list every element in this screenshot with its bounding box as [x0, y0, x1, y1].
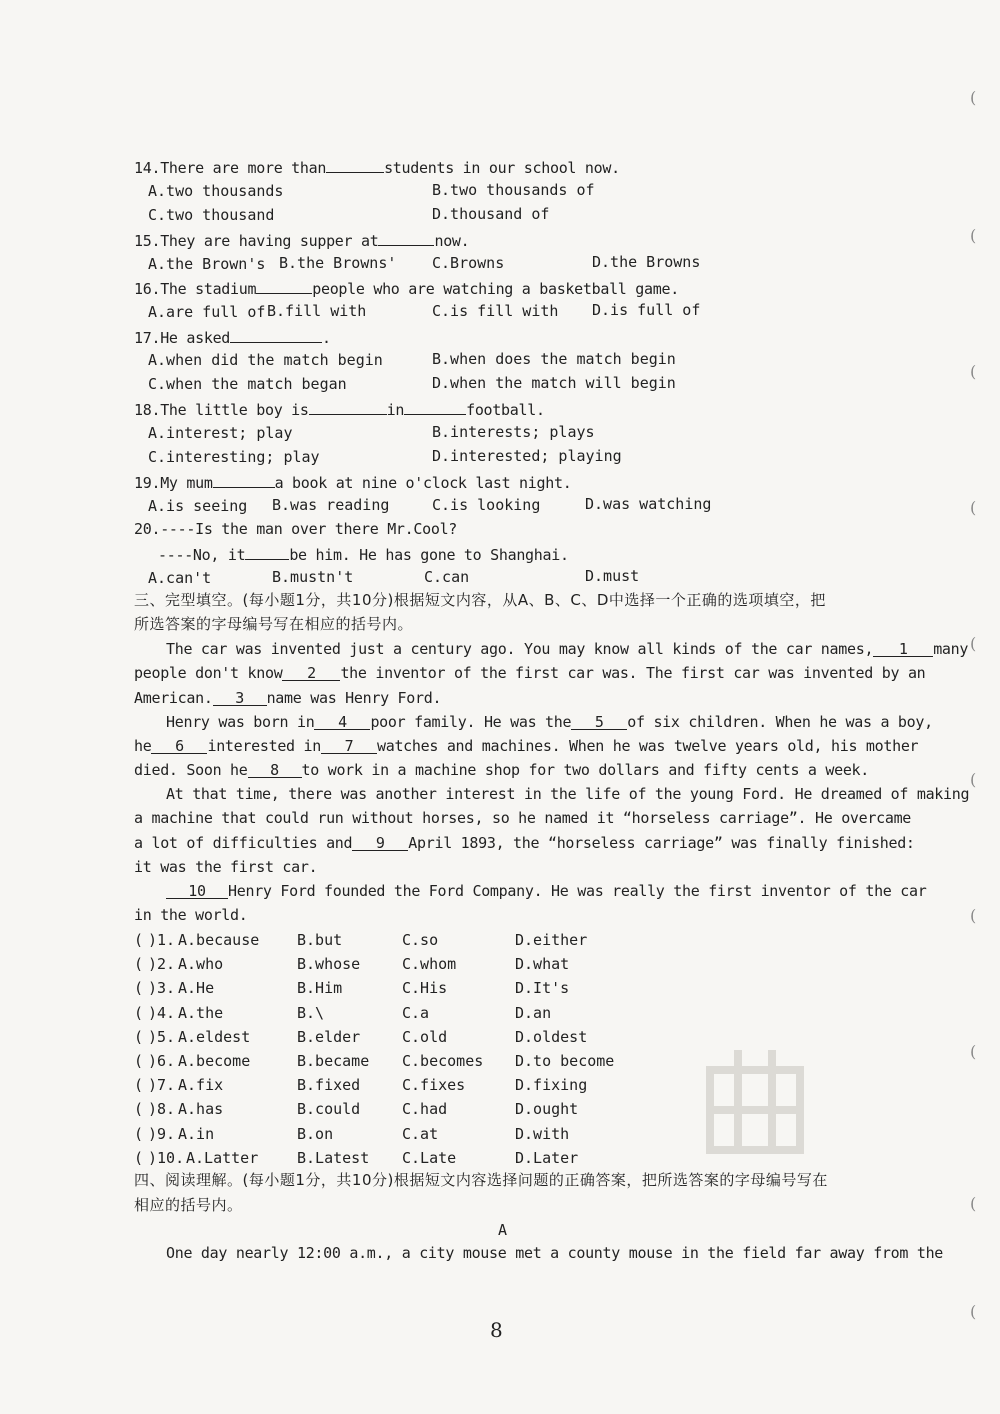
cloze-8-option-d: D.ought	[515, 1100, 579, 1118]
passage-line-12: in the world.	[134, 906, 248, 924]
q14-option-b: B.two thousands of	[432, 181, 595, 199]
question-20-stem-line2: ----No, it be him. He has gone to Shanghai.	[158, 543, 569, 565]
q17-option-c: C.when the match began	[148, 375, 347, 393]
section3-heading-line1: 三、完型填空。(每小题1分，共10分)根据短文内容，从A、B、C、D中选择一个正确的选项填空，把	[134, 591, 826, 609]
cloze-blank-9[interactable]: 9	[352, 834, 408, 851]
q19-option-c: C.is looking	[432, 496, 541, 514]
cloze-1-option-c: C.so	[402, 931, 439, 949]
q14-option-a: A.two thousands	[148, 182, 284, 200]
passage-line-3: American. 3 name was Henry Ford.	[134, 689, 442, 707]
cloze-blank-8[interactable]: 8	[248, 761, 302, 778]
cloze-9-option-d: D.with	[515, 1125, 570, 1143]
page-number: 8	[490, 1318, 503, 1342]
passage-line-8: a machine that could run without horses, so he named it “horseless carriage”. He overcame	[134, 809, 912, 827]
q17-option-a: A.when did the match begin	[148, 351, 383, 369]
answer-paren[interactable]: (	[134, 1100, 144, 1118]
cloze-1-option-b: B.but	[297, 931, 343, 949]
cloze-1-option-d: D.either	[515, 931, 588, 949]
q15-option-b: B.the Browns'	[279, 254, 397, 272]
cloze-question-number: )6.	[148, 1052, 176, 1070]
passage-line-4: Henry was born in 4 poor family. He was the 5 of six children. When he was a boy,	[166, 713, 933, 731]
cloze-9-option-c: C.at	[402, 1125, 439, 1143]
passage-line-1: The car was invented just a century ago. You may know all kinds of the car names, 1 many	[166, 640, 969, 658]
cloze-6-option-c: C.becomes	[402, 1052, 484, 1070]
q14-option-d: D.thousand of	[432, 205, 550, 223]
cloze-10-option-d: D.Later	[515, 1149, 579, 1167]
answer-paren[interactable]: (	[134, 931, 144, 949]
cloze-2-option-a: A.who	[178, 955, 224, 973]
q16-option-d: D.is full of	[592, 301, 701, 319]
q20-option-c: C.can	[424, 568, 470, 586]
passage-line-10: it was the first car.	[134, 858, 318, 876]
binding-mark: (	[970, 498, 977, 517]
binding-mark: (	[970, 226, 977, 245]
question-19-stem: 19.My mum a book at nine o'clock last night.	[134, 471, 571, 493]
answer-blank[interactable]	[213, 471, 275, 488]
cloze-2-option-c: C.whom	[402, 955, 457, 973]
cloze-3-option-d: D.It's	[515, 979, 570, 997]
cloze-7-option-b: B.fixed	[297, 1076, 361, 1094]
cloze-5-option-a: A.eldest	[178, 1028, 251, 1046]
passage-line-5: he 6 interested in 7 watches and machines. When he was twelve years old, his mother	[134, 737, 919, 755]
answer-blank[interactable]	[245, 543, 289, 560]
cloze-blank-10[interactable]: 10	[166, 882, 228, 899]
cloze-question-number: )10.	[148, 1149, 185, 1167]
binding-mark: (	[970, 88, 977, 107]
q20-option-a: A.can't	[148, 569, 212, 587]
answer-paren[interactable]: (	[134, 1125, 144, 1143]
question-20-stem-line1: 20.----Is the man over there Mr.Cool?	[134, 520, 458, 538]
cloze-8-option-a: A.has	[178, 1100, 224, 1118]
cloze-4-option-a: A.the	[178, 1004, 224, 1022]
cloze-8-option-c: C.had	[402, 1100, 448, 1118]
q19-option-b: B.was reading	[272, 496, 390, 514]
cloze-7-option-a: A.fix	[178, 1076, 224, 1094]
question-15-stem: 15.They are having supper at now.	[134, 229, 469, 251]
answer-paren[interactable]: (	[134, 979, 144, 997]
q18-option-c: C.interesting; play	[148, 448, 320, 466]
answer-paren[interactable]: (	[134, 1028, 144, 1046]
cloze-blank-2[interactable]: 2	[282, 664, 340, 681]
cloze-3-option-a: A.He	[178, 979, 215, 997]
cloze-blank-3[interactable]: 3	[213, 689, 267, 706]
q17-option-b: B.when does the match begin	[432, 350, 676, 368]
q20-option-b: B.mustn't	[272, 568, 354, 586]
cloze-3-option-c: C.His	[402, 979, 448, 997]
answer-paren[interactable]: (	[134, 955, 144, 973]
passage-line-6: died. Soon he 8 to work in a machine shop for two dollars and fifty cents a week.	[134, 761, 870, 779]
q15-option-a: A.the Brown's	[148, 255, 266, 273]
cloze-7-option-d: D.fixing	[515, 1076, 588, 1094]
binding-mark: (	[970, 906, 977, 925]
cloze-6-option-d: D.to become	[515, 1052, 615, 1070]
cloze-blank-1[interactable]: 1	[873, 640, 933, 657]
binding-mark: (	[970, 362, 977, 381]
section3-heading-line2: 所选答案的字母编号写在相应的括号内。	[134, 615, 414, 633]
cloze-3-option-b: B.Him	[297, 979, 343, 997]
cloze-4-option-d: D.an	[515, 1004, 552, 1022]
answer-paren[interactable]: (	[134, 1149, 144, 1167]
q15-option-c: C.Browns	[432, 254, 505, 272]
q19-option-a: A.is seeing	[148, 497, 248, 515]
q20-option-d: D.must	[585, 567, 640, 585]
binding-mark: (	[970, 770, 977, 789]
cloze-10-option-c: C.Late	[402, 1149, 457, 1167]
cloze-1-option-a: A.because	[178, 931, 260, 949]
question-16-stem: 16.The stadium people who are watching a basketball game.	[134, 277, 679, 299]
passage-line-9: a lot of difficulties and 9 April 1893, the “horseless carriage” was finally finished:	[134, 834, 915, 852]
cloze-4-option-b: B.\	[297, 1004, 325, 1022]
answer-paren[interactable]: (	[134, 1004, 144, 1022]
cloze-question-number: )5.	[148, 1028, 176, 1046]
cloze-blank-4[interactable]: 4	[314, 713, 370, 730]
q16-option-b: B.fill with	[267, 302, 367, 320]
answer-blank[interactable]	[404, 398, 466, 415]
answer-blank[interactable]	[378, 229, 434, 246]
q18-option-b: B.interests; plays	[432, 423, 595, 441]
cloze-9-option-a: A.in	[178, 1125, 215, 1143]
cloze-question-number: )3.	[148, 979, 176, 997]
cloze-5-option-b: B.elder	[297, 1028, 361, 1046]
question-14-stem: 14.There are more than students in our school now.	[134, 156, 620, 178]
cloze-2-option-d: D.what	[515, 955, 570, 973]
question-18-stem: 18.The little boy is in football.	[134, 398, 545, 420]
q18-option-a: A.interest; play	[148, 424, 293, 442]
cloze-8-option-b: B.could	[297, 1100, 361, 1118]
cloze-question-number: )8.	[148, 1100, 176, 1118]
cloze-question-number: )2.	[148, 955, 176, 973]
cloze-10-option-a: A.Latter	[186, 1149, 259, 1167]
cloze-6-option-a: A.become	[178, 1052, 251, 1070]
answer-blank[interactable]	[309, 398, 387, 415]
cloze-5-option-c: C.old	[402, 1028, 448, 1046]
cloze-2-option-b: B.whose	[297, 955, 361, 973]
cloze-10-option-b: B.Latest	[297, 1149, 370, 1167]
q18-option-d: D.interested; playing	[432, 447, 622, 465]
section4-heading-line2: 相应的括号内。	[134, 1196, 243, 1214]
binding-mark: (	[970, 1302, 977, 1321]
answer-paren[interactable]: (	[134, 1076, 144, 1094]
passage-line-11: 10 Henry Ford founded the Ford Company. He was really the first inventor of the car	[166, 881, 926, 901]
cloze-7-option-c: C.fixes	[402, 1076, 466, 1094]
passage-a-first-line: One day nearly 12:00 a.m., a city mouse met a county mouse in the field far away from the	[166, 1244, 944, 1262]
q14-option-c: C.two thousand	[148, 206, 275, 224]
cloze-question-number: )7.	[148, 1076, 176, 1094]
answer-blank[interactable]	[326, 156, 384, 173]
cloze-question-number: )1.	[148, 931, 176, 949]
cloze-5-option-d: D.oldest	[515, 1028, 588, 1046]
answer-blank[interactable]	[256, 277, 312, 294]
cloze-question-number: )4.	[148, 1004, 176, 1022]
cloze-blank-5[interactable]: 5	[571, 713, 627, 730]
passage-line-7: At that time, there was another interest in the life of the young Ford. He dreamed of making	[166, 785, 970, 803]
q16-option-c: C.is fill with	[432, 302, 559, 320]
cloze-question-number: )9.	[148, 1125, 176, 1143]
watermark-glyph-right	[700, 1040, 810, 1170]
cloze-4-option-c: C.a	[402, 1004, 430, 1022]
cloze-6-option-b: B.became	[297, 1052, 370, 1070]
binding-mark: (	[970, 1194, 977, 1213]
q16-option-a: A.are full of	[148, 303, 266, 321]
passage-a-label: A	[498, 1221, 507, 1239]
answer-blank[interactable]	[230, 326, 322, 343]
answer-paren[interactable]: (	[134, 1052, 144, 1070]
q15-option-d: D.the Browns	[592, 253, 701, 271]
binding-mark: (	[970, 634, 977, 653]
binding-mark: (	[970, 1042, 977, 1061]
cloze-blank-7[interactable]: 7	[321, 737, 377, 754]
q17-option-d: D.when the match will begin	[432, 374, 676, 392]
section4-heading-line1: 四、阅读理解。(每小题1分，共10分)根据短文内容选择问题的正确答案，把所选答案的字母编号写在	[134, 1171, 828, 1189]
cloze-9-option-b: B.on	[297, 1125, 334, 1143]
passage-line-2: people don't know 2 the inventor of the first car was. The first car was invented by an	[134, 664, 926, 682]
q19-option-d: D.was watching	[585, 495, 712, 513]
cloze-blank-6[interactable]: 6	[151, 737, 207, 754]
question-17-stem: 17.He asked .	[134, 326, 331, 348]
